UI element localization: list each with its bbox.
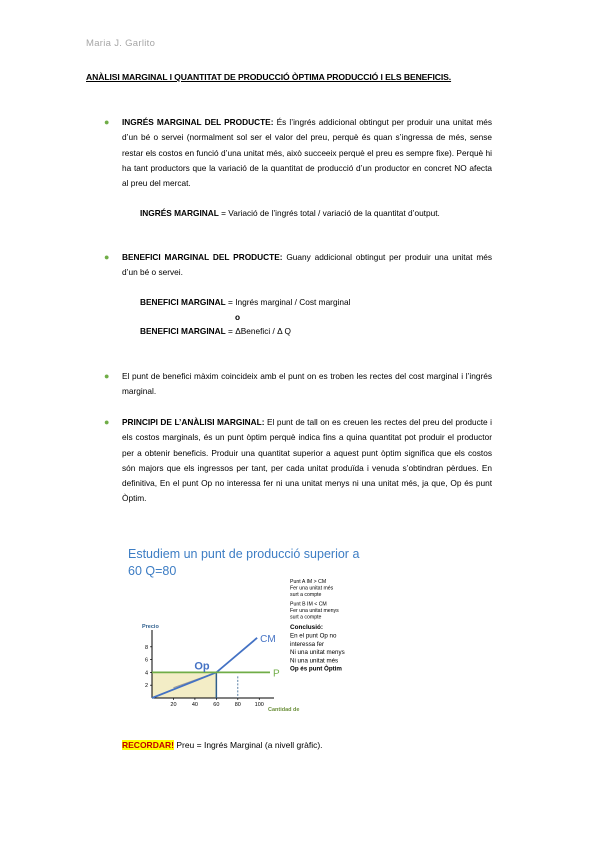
annotation-b-line: surt a compte bbox=[290, 614, 322, 621]
series-label-cm: CM bbox=[260, 633, 276, 645]
x-tick-label: 80 bbox=[234, 702, 241, 708]
annotation-a-line: Fer una unitat més bbox=[290, 585, 334, 592]
remember-note bbox=[122, 740, 323, 750]
annotation-a-line: surt a compte bbox=[290, 592, 322, 598]
y-tick-label: 8 bbox=[144, 644, 148, 651]
bullet-icon: ● bbox=[104, 117, 110, 127]
formula-text: = Ingrés marginal / Cost marginal bbox=[225, 297, 351, 307]
x-tick-label: 20 bbox=[170, 702, 177, 708]
conclusion-line: Ni una unitat menys bbox=[290, 649, 345, 657]
chart-marginal-analysis bbox=[128, 546, 368, 718]
annotation-b-line: Punt B IM < CM bbox=[290, 601, 327, 608]
remember-text: Preu = Ingrés Marginal (a nivell gràfic). bbox=[173, 740, 323, 750]
x-tick-label: 100 bbox=[254, 702, 264, 708]
heading-principi: PRINCIPI DE L’ANÀLISI MARGINAL: bbox=[122, 417, 265, 427]
formula-text: = Variació de l’ingrés total / variació de la quantitat d’output. bbox=[218, 208, 440, 218]
conclusion-line: Ni una unitat més bbox=[290, 657, 339, 665]
y-tick-label: 6 bbox=[144, 657, 148, 664]
conclusion-final: Op és punt Òptim bbox=[290, 665, 342, 673]
paragraph-principi bbox=[122, 415, 492, 507]
document-title: ANÀLISI MARGINAL I QUANTITAT DE PRODUCCIÓ ÒPTIMA PRODUCCIÓ I ELS BENEFICIS. bbox=[86, 72, 452, 82]
formula-or: o bbox=[235, 312, 241, 322]
formula-benefici-marginal-2 bbox=[140, 325, 291, 337]
conclusion-line: interessa fer bbox=[290, 640, 325, 648]
author-header: Maria J. Garlito bbox=[86, 38, 156, 49]
formula-label: BENEFICI MARGINAL bbox=[140, 326, 226, 336]
paragraph-punt-benefici bbox=[122, 369, 492, 400]
annotation-b-line: Fer una unitat menys bbox=[290, 608, 339, 614]
annotation-a-line: Punt A IM > CM bbox=[290, 579, 327, 585]
y-axis-label: Precio bbox=[142, 624, 159, 630]
formula-label: BENEFICI MARGINAL bbox=[140, 297, 226, 307]
formula-benefici-marginal-1 bbox=[140, 296, 350, 308]
text-punt-benefici: El punt de benefici màxim coincideix amb el punt on es troben les rectes del cost marginal i l’ingrés marginal. bbox=[122, 371, 492, 397]
text-principi: El punt de tall on es creuen les rectes del preu del producte i els costos marginals, és un punt òptim perquè indica fins a quina quantitat pot produir el productor per a obtenir beneficis. Produir una quantitat superior a aquest punt òptim significa que els costos són majors que els ingressos per tant, per cada unitat produïda i venuda s’obtindran pèrdues. En definitiva, En el punt Op no interessa fer ni una unitat menys ni una unitat més, ja que, Op és punt Òptim. bbox=[122, 417, 492, 504]
x-tick-label: 60 bbox=[213, 702, 220, 708]
paragraph-benefici-marginal bbox=[122, 250, 492, 281]
heading-ingres-marginal: INGRÉS MARGINAL DEL PRODUCTE: bbox=[122, 117, 274, 127]
paragraph-ingres-marginal bbox=[122, 115, 492, 191]
text-ingres-marginal: És l’ingrés addicional obtingut per produir una unitat més d’un bé o servei (normalment sol ser el valor del preu, perquè és quan s’ingressa de més, sense restar els costos en funció d’una unitat més, això succeeix perquè el preu es sempre fixe). Perquè hi ha tant productors que la variació de la quantitat de producció d’un productor en concret NO afecta al preu del mercat. bbox=[122, 117, 492, 189]
text-benefici-marginal: Guany addicional obtingut per produir una unitat més d’un bé o servei. bbox=[122, 252, 492, 278]
chart-canvas bbox=[128, 546, 368, 718]
x-axis-label: Cantidad de bbox=[268, 707, 300, 713]
y-tick-label: 2 bbox=[144, 683, 148, 690]
formula-text: = ΔBenefici / Δ Q bbox=[225, 326, 292, 336]
bullet-icon: ● bbox=[104, 371, 110, 381]
series-label-p: P bbox=[273, 668, 280, 680]
chart-title: Estudiem un punt de producció superior a 60 Q=80 bbox=[128, 547, 360, 578]
heading-benefici-marginal: BENEFICI MARGINAL DEL PRODUCTE: bbox=[122, 252, 283, 262]
formula-ingres-marginal bbox=[140, 207, 440, 219]
y-tick-label: 4 bbox=[144, 670, 148, 677]
formula-label: INGRÉS MARGINAL bbox=[140, 208, 219, 218]
bullet-icon: ● bbox=[104, 417, 110, 427]
remember-highlight: RECORDAR! bbox=[122, 740, 174, 750]
optimum-label: Op bbox=[194, 660, 210, 673]
conclusion-line: En el punt Op no bbox=[290, 632, 337, 640]
x-tick-label: 40 bbox=[191, 702, 198, 708]
bullet-icon: ● bbox=[104, 252, 110, 262]
conclusion-title: Conclusió: bbox=[290, 624, 324, 631]
